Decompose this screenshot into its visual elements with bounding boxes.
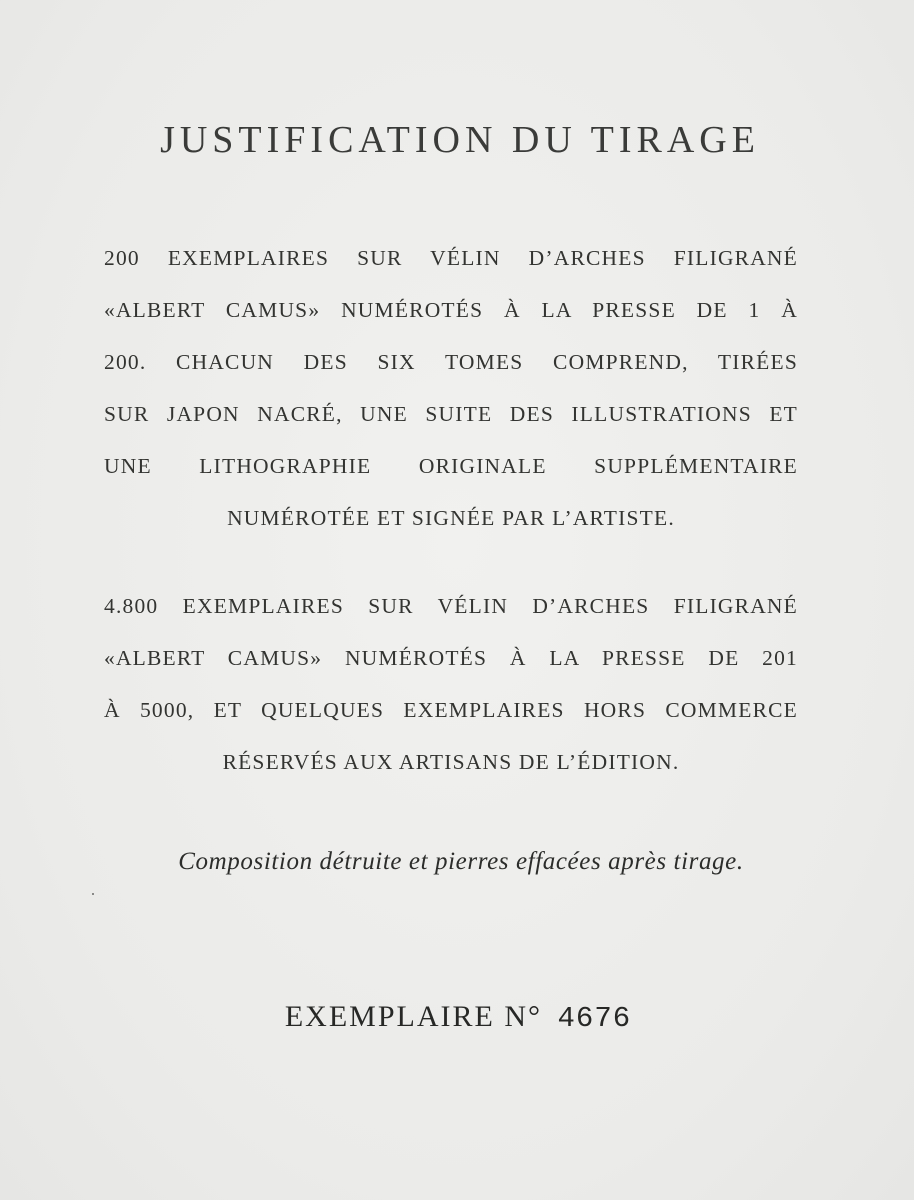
- text-line: À 5000, ET QUELQUES EXEMPLAIRES HORS COMMERCE: [104, 698, 798, 722]
- text-line: 4.800 EXEMPLAIRES SUR VÉLIN D’ARCHES FILIGRANÉ: [104, 594, 798, 618]
- paragraph-first-edition: [104, 232, 798, 544]
- page-title: JUSTIFICATION DU TIRAGE: [160, 119, 760, 161]
- text-line: «ALBERT CAMUS» NUMÉROTÉS À LA PRESSE DE 201: [104, 646, 798, 670]
- paper-speck: [92, 893, 94, 895]
- text-line: «ALBERT CAMUS» NUMÉROTÉS À LA PRESSE DE 1 À: [104, 298, 798, 322]
- text-line: 200 EXEMPLAIRES SUR VÉLIN D’ARCHES FILIGRANÉ: [104, 246, 798, 270]
- text-line: RÉSERVÉS AUX ARTISANS DE L’ÉDITION.: [222, 750, 680, 774]
- printing-note: Composition détruite et pierres effacées après tirage.: [178, 848, 744, 875]
- copy-number: [0, 1000, 914, 1035]
- text-line: SUR JAPON NACRÉ, UNE SUITE DES ILLUSTRATIONS ET: [104, 402, 798, 426]
- paragraph-second-edition: [104, 580, 798, 788]
- text-line: 200. CHACUN DES SIX TOMES COMPREND, TIRÉES: [104, 350, 798, 374]
- copy-number-label: EXEMPLAIRE N°: [284, 1000, 543, 1033]
- copy-number-value: 4676: [557, 1002, 632, 1035]
- text-line: UNE LITHOGRAPHIE ORIGINALE SUPPLÉMENTAIRE: [104, 454, 798, 478]
- text-line: NUMÉROTÉE ET SIGNÉE PAR L’ARTISTE.: [227, 506, 675, 530]
